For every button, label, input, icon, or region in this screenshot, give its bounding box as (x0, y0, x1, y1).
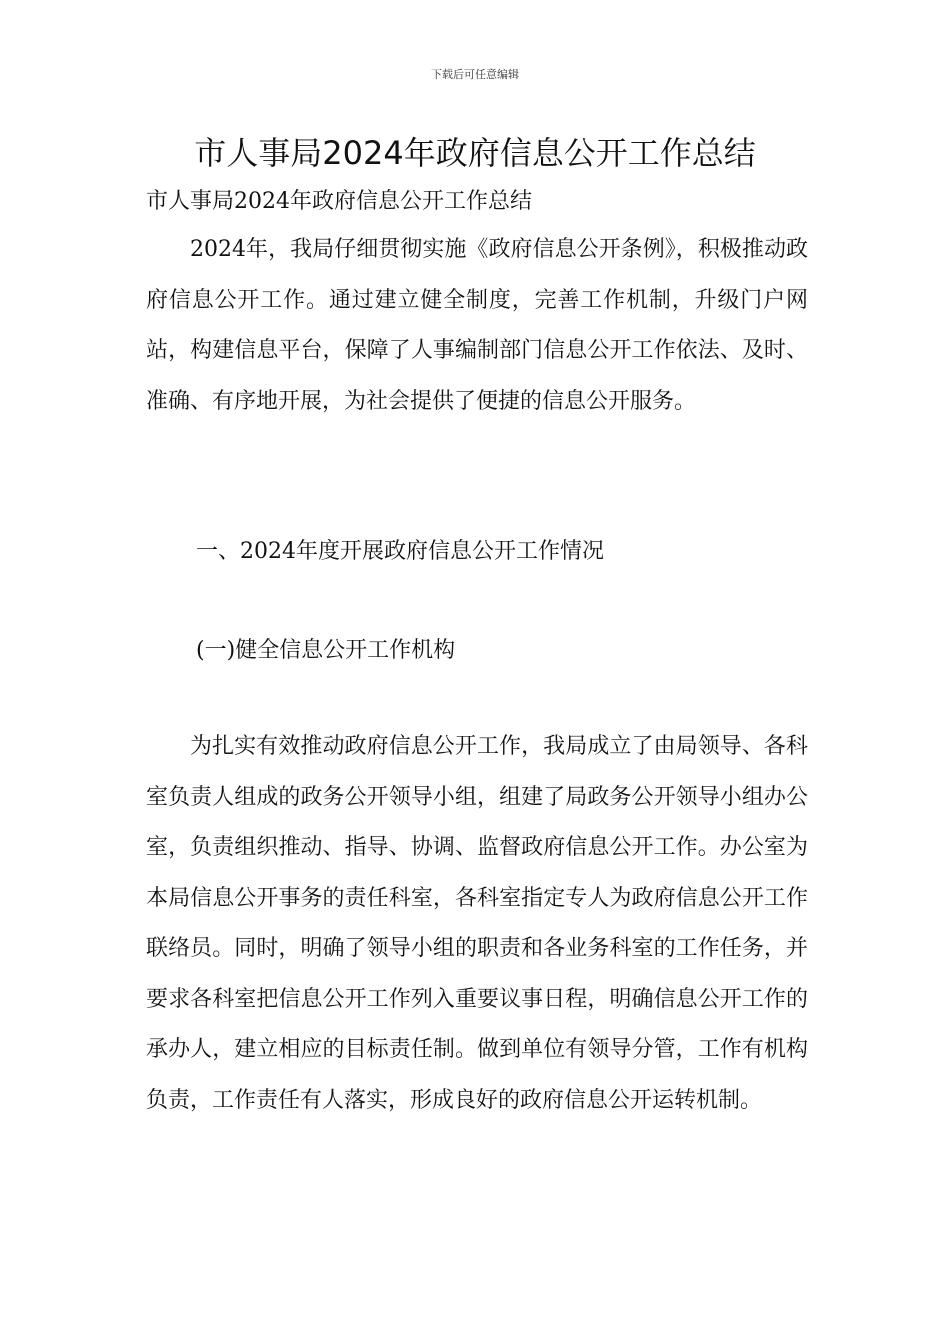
document-subtitle: 市人事局2024年政府信息公开工作总结 (146, 189, 532, 214)
document-title: 市人事局2024年政府信息公开工作总结 (194, 134, 756, 172)
subsection-heading: (一)健全信息公开工作机构 (196, 638, 456, 663)
section-heading: 一、2024年度开展政府信息公开工作情况 (196, 539, 604, 564)
intro-paragraph: 2024年，我局仔细贯彻实施《政府信息公开条例》，积极推动政府信息公开工作。通过建立健全制度，完善工作机制，升级门户网站，构建信息平台，保障了人事编制部门信息公开工作依法、及时、准确、有序地开展，为社会提供了便捷的信息公开服务。 (146, 237, 808, 414)
header-note: 下载后可任意编辑 (431, 68, 519, 81)
body-paragraph: 为扎实有效推动政府信息公开工作，我局成立了由局领导、各科室负责人组成的政务公开领导小组，组建了局政务公开领导小组办公室，负责组织推动、指导、协调、监督政府信息公开工作。办公室为本局信息公开事务的责任科室，各科室指定专人为政府信息公开工作联络员。同时，明确了领导小组的职责和各业务科室的工作任务，并要求各科室把信息公开工作列入重要议事日程，明确信息公开工作的承办人，建立相应的目标责任制。做到单位有领导分管，工作有机构负责，工作责任有人落实，形成良好的政府信息公开运转机制。 (146, 734, 808, 1113)
